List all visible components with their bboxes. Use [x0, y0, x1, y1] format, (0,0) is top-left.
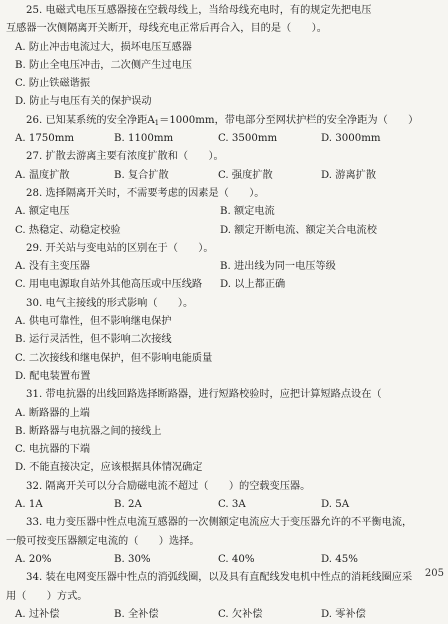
question-30	[6, 295, 440, 386]
question-33-options	[6, 551, 440, 569]
question-32-option-b: B. 2A	[114, 499, 142, 511]
question-32-stem: 32. 隔离开关可以分合励磁电流不超过（ ）的空载变压器。	[26, 480, 311, 492]
question-26-stem-pre: 26. 已知某系统的安全净距A	[26, 114, 155, 126]
question-27-option-b: B. 复合扩散	[114, 169, 169, 181]
question-25-option-a: A. 防止冲击电流过大，损坏电压互感器	[15, 41, 192, 53]
question-34-option-d: D. 零补偿	[321, 608, 366, 620]
question-27-option-c: C. 强度扩散	[218, 169, 273, 181]
question-26-stem-subscript: 1	[154, 118, 160, 127]
question-26	[6, 112, 440, 149]
question-28-stem: 28. 选择隔离开关时，不需要考虑的因素是（ ）。	[26, 187, 265, 199]
question-28-options-row-1	[6, 203, 440, 221]
question-28	[6, 185, 440, 240]
question-26-option-c: C. 3500mm	[218, 133, 278, 145]
question-29-options-row-2	[6, 276, 440, 294]
question-26-stem	[6, 112, 440, 130]
question-33-stem-line-2: 一般可按变压器额定电流的（ ）选择。	[6, 535, 200, 547]
question-30-option-c: C. 二次接线和继电保护，但不影响电能质量	[15, 352, 213, 364]
question-31-option-a: A. 断路器的上端	[15, 407, 90, 419]
question-30-option-d: D. 配电装置布置	[15, 370, 91, 382]
question-34	[6, 569, 440, 624]
question-34-option-a: A. 过补偿	[15, 608, 60, 620]
question-29-option-a: A. 没有主变压器	[15, 261, 90, 273]
question-26-options	[6, 130, 440, 148]
question-33-option-a: A. 20%	[15, 553, 52, 565]
question-32-option-a: A. 1A	[15, 499, 43, 511]
question-29-option-d: D. 以上都正确	[220, 279, 286, 291]
question-32	[6, 478, 440, 515]
question-30-option-b: B. 运行灵活性，但不影响二次接线	[15, 334, 172, 346]
question-27-stem: 27. 扩散去游离主要有浓度扩散和（ ）。	[26, 151, 224, 163]
question-25-option-d: D. 防止与电压有关的保护误动	[15, 96, 152, 108]
question-27-options	[6, 167, 440, 185]
question-28-options-row-2	[6, 222, 440, 240]
question-25	[6, 2, 440, 112]
question-34-stem-line-2: 用（ ）方式。	[6, 590, 88, 602]
question-25-option-c: C. 防止铁磁谐振	[15, 78, 91, 90]
question-25-option-b: B. 防止全电压冲击，二次侧产生过电压	[15, 59, 192, 71]
question-33	[6, 514, 440, 569]
question-30-stem: 30. 电气主接线的形式影响（ ）。	[26, 297, 194, 309]
question-29-option-b: B. 进出线为同一电压等级	[220, 261, 336, 273]
question-33-stem-line-1: 33. 电力变压器中性点电流互感器的一次侧额定电流应大于变压器允许的不平衡电流，	[26, 517, 413, 529]
question-30-option-a: A. 供电可靠性，但不影响继电保护	[15, 316, 172, 328]
question-34-option-b: B. 全补偿	[114, 608, 159, 620]
question-31-option-d: D. 不能直接决定，应该根据具体情况确定	[15, 462, 203, 474]
question-31-option-b: B. 断路器与电抗器之间的接线上	[15, 425, 162, 437]
question-33-option-b: B. 30%	[114, 553, 151, 565]
question-26-stem-post: ＝1000mm，带电部分至网状护栏的安全净距为（ ）	[159, 114, 419, 126]
question-29	[6, 240, 440, 295]
question-28-option-d: D. 额定开断电流、额定关合电流校	[220, 224, 377, 236]
question-32-options	[6, 496, 440, 514]
question-31-option-c: C. 电抗器的下端	[15, 444, 91, 456]
question-33-option-c: C. 40%	[218, 553, 255, 565]
question-34-stem-line-1: 34. 装在电网变压器中性点的消弧线圈，以及具有直配线发电机中性点的消耗线圈应采	[26, 572, 413, 584]
question-34-option-c: C. 欠补偿	[218, 608, 263, 620]
question-31-stem: 31. 带电抗器的出线回路选择断路器，进行短路校验时，应把计算短路点设在（	[26, 389, 382, 401]
question-32-option-c: C. 3A	[218, 499, 246, 511]
question-25-stem-line-1: 25. 电磁式电压互感器接在空载母线上，当给母线充电时，有的规定先把电压	[26, 5, 372, 16]
question-27-option-a: A. 温度扩散	[15, 169, 70, 181]
question-29-options-row-1	[6, 258, 440, 276]
question-29-option-c: C. 用电电源取自站外其他高压或中压线路	[15, 279, 203, 291]
question-27	[6, 148, 440, 185]
question-32-option-d: D. 5A	[321, 499, 350, 511]
question-28-option-a: A. 额定电压	[15, 206, 70, 218]
question-31	[6, 386, 440, 477]
question-28-option-b: B. 额定电流	[220, 206, 275, 218]
question-26-option-a: A. 1750mm	[15, 133, 75, 145]
question-29-stem: 29. 开关站与变电站的区别在于（ ）。	[26, 242, 214, 254]
question-33-option-d: D. 45%	[321, 553, 358, 565]
question-28-option-c: C. 热稳定、动稳定校验	[15, 224, 121, 236]
page-number: 205	[424, 567, 444, 579]
question-26-option-b: B. 1100mm	[114, 133, 174, 145]
question-25-stem-line-2: 互感器一次侧隔离开关断开，母线充电正常后再合入，目的是（ ）。	[6, 23, 327, 35]
question-26-option-d: D. 3000mm	[321, 133, 381, 145]
question-34-options	[6, 606, 440, 624]
question-27-option-d: D. 游离扩散	[321, 169, 377, 181]
